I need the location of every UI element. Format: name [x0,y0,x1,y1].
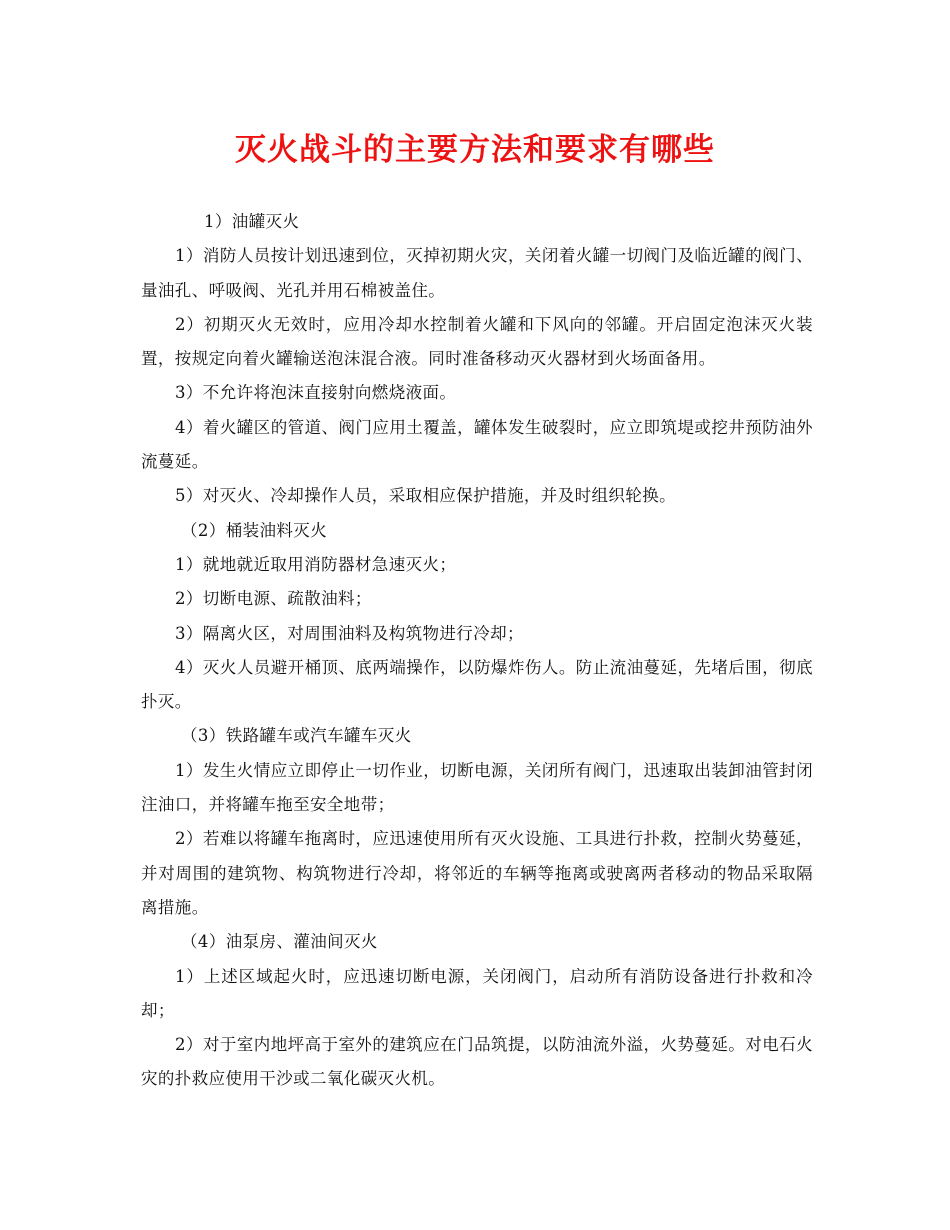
list-item: 2）若难以将罐车拖离时，应迅速使用所有灭火设施、工具进行扑救，控制火势蔓延，并对周围的建筑物、构筑物进行冷却，将邻近的车辆等拖离或驶离两者移动的物品采取隔离措施。 [141,829,813,917]
list-item: 1）上述区域起火时，应迅速切断电源，关闭阀门，启动所有消防设备进行扑救和冷却； [141,966,813,1020]
list-item: 2）初期灭火无效时，应用冷却水控制着火罐和下风向的邻罐。开启固定泡沫灭火装置，按规定向着火罐输送泡沫混合液。同时准备移动灭火器材到火场面备用。 [141,314,813,369]
list-item: 1）消防人员按计划迅速到位，灭掉初期火灾，关闭着火罐一切阀门及临近罐的阀门、量油孔、呼吸阀、光孔并用石棉被盖住。 [141,246,813,300]
list-item: 1）就地就近取用消防器材急速灭火； [175,554,457,574]
section-heading: （2）桶装油料灭火 [181,520,328,540]
list-item: 2）切断电源、疏散油料； [175,589,372,609]
list-item: 3）隔离火区，对周围油料及构筑物进行冷却； [175,623,524,643]
list-item: 3）不允许将泡沫直接射向燃烧液面。 [175,383,457,403]
section-heading: 1）油罐灭火 [204,212,300,231]
list-item: 4）着火罐区的管道、阀门应用土覆盖，罐体发生破裂时，应立即筑堤或挖井预防油外流蔓延。 [141,417,813,472]
list-item: 5）对灭火、冷却操作人员，采取相应保护措施，并及时组织轮换。 [175,486,676,506]
document-body [141,205,813,1097]
list-item: 1）发生火情应立即停止一切作业，切断电源，关闭所有阀门，迅速取出装卸油管封闭注油口，并将罐车拖至安全地带； [141,760,813,815]
section-heading: （4）油泵房、灌油间灭火 [181,932,378,952]
document-title: 灭火战斗的主要方法和要求有哪些 [235,132,715,168]
list-item: 4）灭火人员避开桶顶、底两端操作，以防爆炸伤人。防止流油蔓延，先堵后围，彻底扑灭。 [141,657,813,712]
section-heading: （3）铁路罐车或汽车罐车灭火 [181,726,412,746]
list-item: 2）对于室内地坪高于室外的建筑应在门品筑提，以防油流外溢，火势蔓延。对电石火灾的扑救应使用干沙或二氧化碳灭火机。 [141,1035,813,1089]
